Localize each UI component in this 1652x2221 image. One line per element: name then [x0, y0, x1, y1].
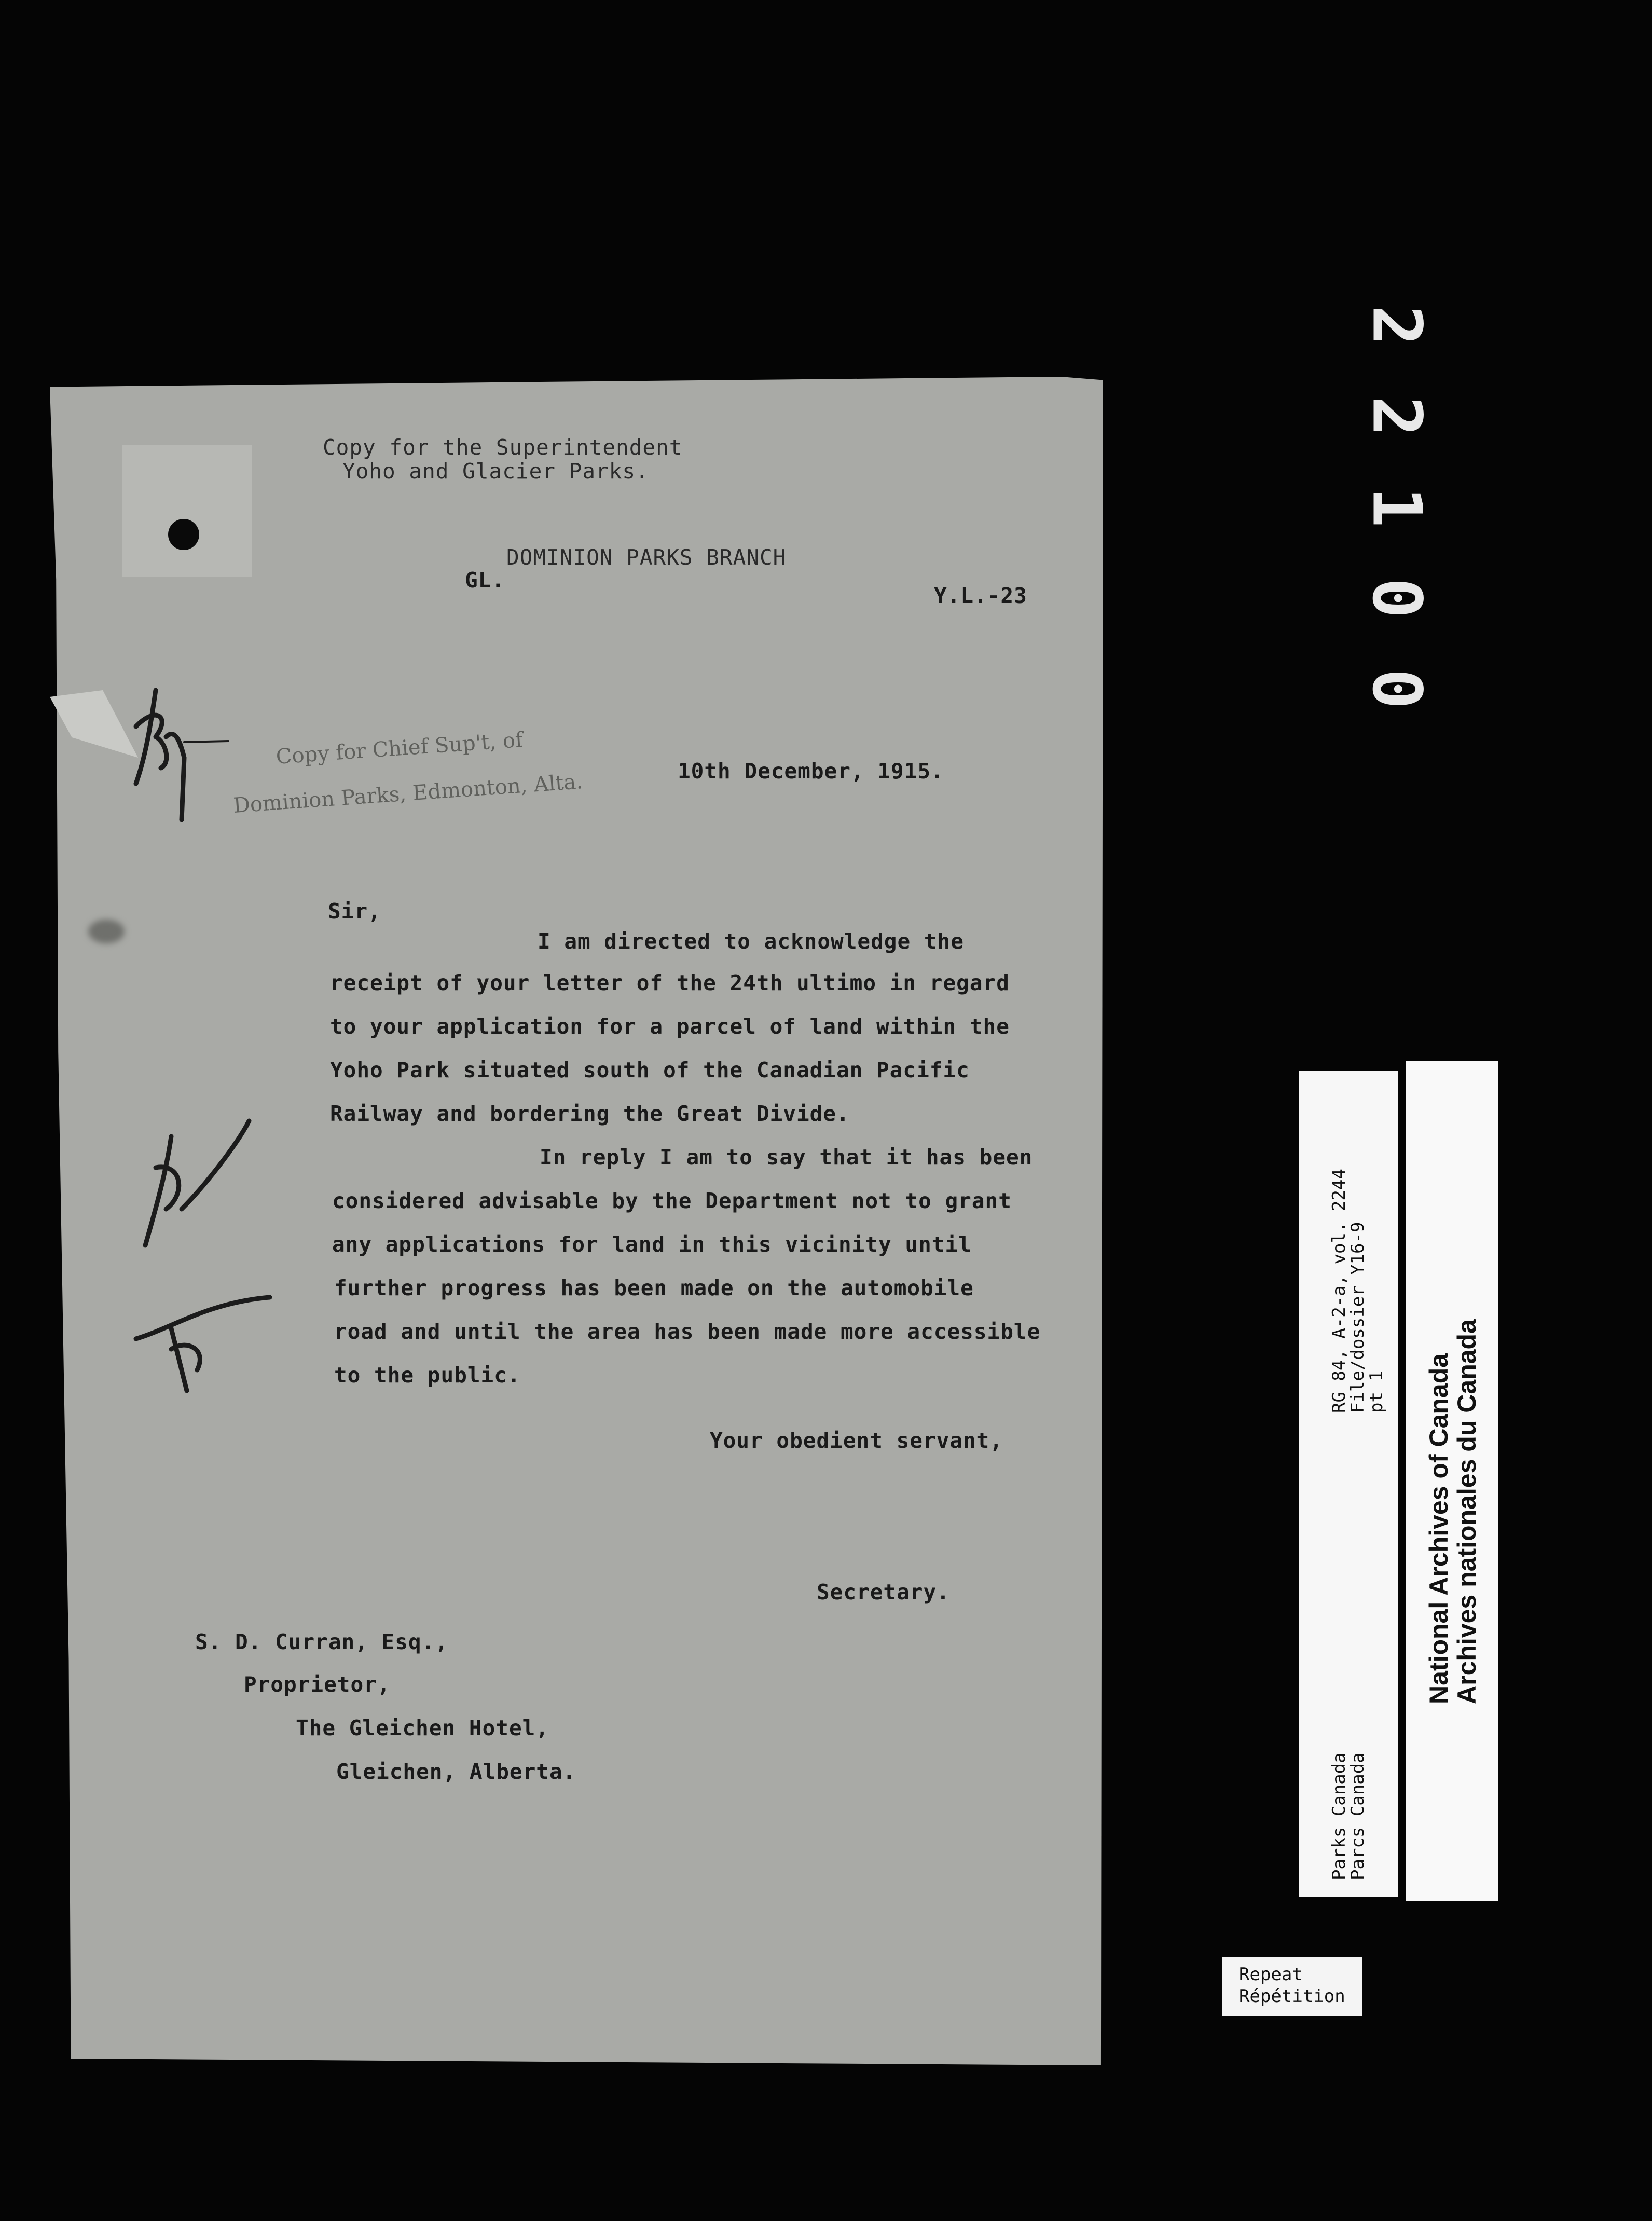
body-line: I am directed to acknowledge the — [538, 929, 964, 954]
repeat-label — [1222, 1957, 1362, 2016]
repeat-fr: Répétition — [1239, 1986, 1345, 2007]
agency-en: Parks Canada — [1329, 1752, 1350, 1880]
archives-fr: Archives nationales du Canada — [1452, 1319, 1481, 1704]
address-line: S. D. Curran, Esq., — [195, 1629, 448, 1654]
frame-digit: 1 — [1357, 487, 1437, 528]
frame-digit: 2 — [1357, 396, 1437, 437]
repeat-en: Repeat — [1239, 1964, 1303, 1985]
frame-digit: 0 — [1357, 578, 1437, 619]
archives-en: National Archives of Canada — [1424, 1353, 1453, 1704]
salutation: Sir, — [328, 899, 381, 924]
body-line: Railway and bordering the Great Divide. — [330, 1101, 850, 1126]
body-line: any applications for land in this vicinity until — [332, 1232, 972, 1257]
address-line: Gleichen, Alberta. — [336, 1759, 576, 1784]
body-line: receipt of your letter of the 24th ultimo in regard — [330, 970, 1010, 995]
frame-digit: 2 — [1357, 305, 1437, 346]
closing: Your obedient servant, — [710, 1428, 1003, 1453]
punch-patch — [122, 445, 252, 577]
frame-digit: 0 — [1357, 668, 1437, 709]
archive-reference-label — [1299, 1071, 1398, 1897]
copy-note-line1: Copy for the Superintendent — [323, 435, 683, 460]
body-line: considered advisable by the Department not to grant — [332, 1188, 1012, 1213]
initials: GL. — [465, 568, 505, 593]
letter-sheet — [50, 377, 1103, 2065]
frame-number — [1349, 280, 1437, 709]
copy-note-line2: Yoho and Glacier Parks. — [342, 459, 649, 484]
reference-line3: pt 1 — [1366, 1370, 1387, 1413]
address-line: Proprietor, — [244, 1672, 391, 1697]
branch-heading: DOMINION PARKS BRANCH — [506, 545, 787, 570]
agency-fr: Parcs Canada — [1347, 1752, 1368, 1880]
body-line: In reply I am to say that it has been — [540, 1145, 1033, 1170]
reference-line1: RG 84, A-2-a, vol. 2244 — [1329, 1169, 1350, 1413]
smudge — [88, 920, 125, 943]
punch-hole — [168, 519, 199, 550]
reference-line2: File/dossier Y16-9 — [1347, 1222, 1368, 1413]
body-line: to the public. — [334, 1363, 521, 1388]
body-line: to your application for a parcel of land within the — [330, 1014, 1010, 1039]
stamp-line1: Copy for Chief Sup't, of — [275, 728, 524, 769]
letter-date: 10th December, 1915. — [678, 759, 944, 784]
signature-title: Secretary. — [817, 1580, 950, 1605]
file-reference: Y.L.-23 — [934, 583, 1027, 608]
body-line: road and until the area has been made more accessible — [334, 1319, 1041, 1344]
national-archives-label — [1406, 1061, 1498, 1901]
stamp-line2: Dominion Parks, Edmonton, Alta. — [232, 770, 584, 818]
address-line: The Gleichen Hotel, — [296, 1716, 549, 1740]
body-line: Yoho Park situated south of the Canadian Pacific — [330, 1058, 970, 1082]
body-line: further progress has been made on the automobile — [334, 1276, 974, 1300]
